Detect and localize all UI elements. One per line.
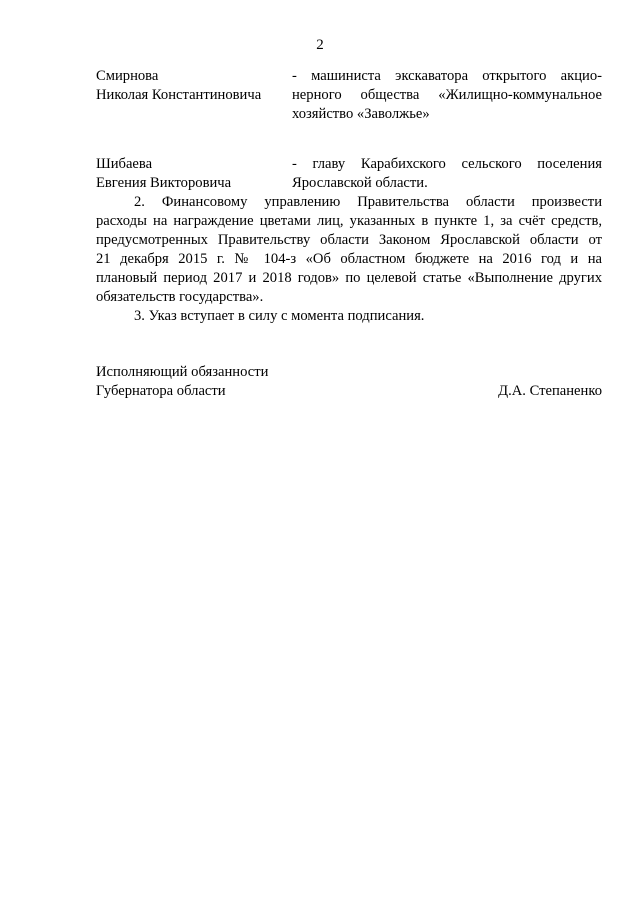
signer-position: Исполняющий обязанности	[96, 364, 269, 380]
spacer	[96, 143, 602, 155]
person-given-names: Евгения Викторовича	[96, 175, 232, 191]
person-surname: Шибаева	[96, 156, 153, 172]
signature-row	[96, 382, 602, 401]
role-line: нерного общества «Жилищно-коммунальное	[292, 87, 602, 103]
person-surname: Смирнова	[96, 68, 159, 84]
paragraph-line: 3. Указ вступает в силу с момента подписания.	[134, 308, 425, 324]
spacer	[96, 124, 602, 143]
person-given-names: Николая Константиновича	[96, 87, 262, 103]
person-role	[292, 155, 602, 193]
paragraph-line: обязательств государства».	[96, 289, 264, 305]
paragraph-line: предусмотренных Правительству области Законом Ярославской области от	[96, 232, 602, 248]
signature-row	[96, 363, 602, 382]
role-line: хозяйство «Заволжье»	[292, 106, 430, 122]
document-body	[96, 67, 602, 326]
page-number: 2	[316, 37, 324, 53]
signer-name: Д.А. Степаненко	[498, 383, 602, 399]
paragraph-line: плановый период 2017 и 2018 годов» по целевой статье «Выполнение других	[96, 270, 602, 286]
paragraph-line: 2. Финансовому управлению Правительства области произвести	[134, 194, 602, 210]
paragraph-line: расходы на награждение цветами лиц, указанных в пункте 1, за счёт средств,	[96, 213, 602, 229]
paragraph-line: 21 декабря 2015 г. № 104-з «Об областном бюджете на 2016 год и на	[96, 251, 602, 267]
signature-block	[96, 363, 602, 401]
person-entry	[96, 155, 602, 193]
person-role	[292, 67, 602, 124]
person-name	[96, 155, 292, 193]
role-line: - главу Карабихского сельского поселения	[292, 156, 602, 172]
role-line: Ярославской области.	[292, 175, 428, 191]
paragraph-3	[96, 307, 602, 326]
signer-position: Губернатора области	[96, 383, 226, 399]
person-name	[96, 67, 292, 124]
role-line: - машиниста экскаватора открытого акцио-	[292, 68, 602, 84]
person-entry	[96, 67, 602, 124]
paragraph-2	[96, 193, 602, 307]
